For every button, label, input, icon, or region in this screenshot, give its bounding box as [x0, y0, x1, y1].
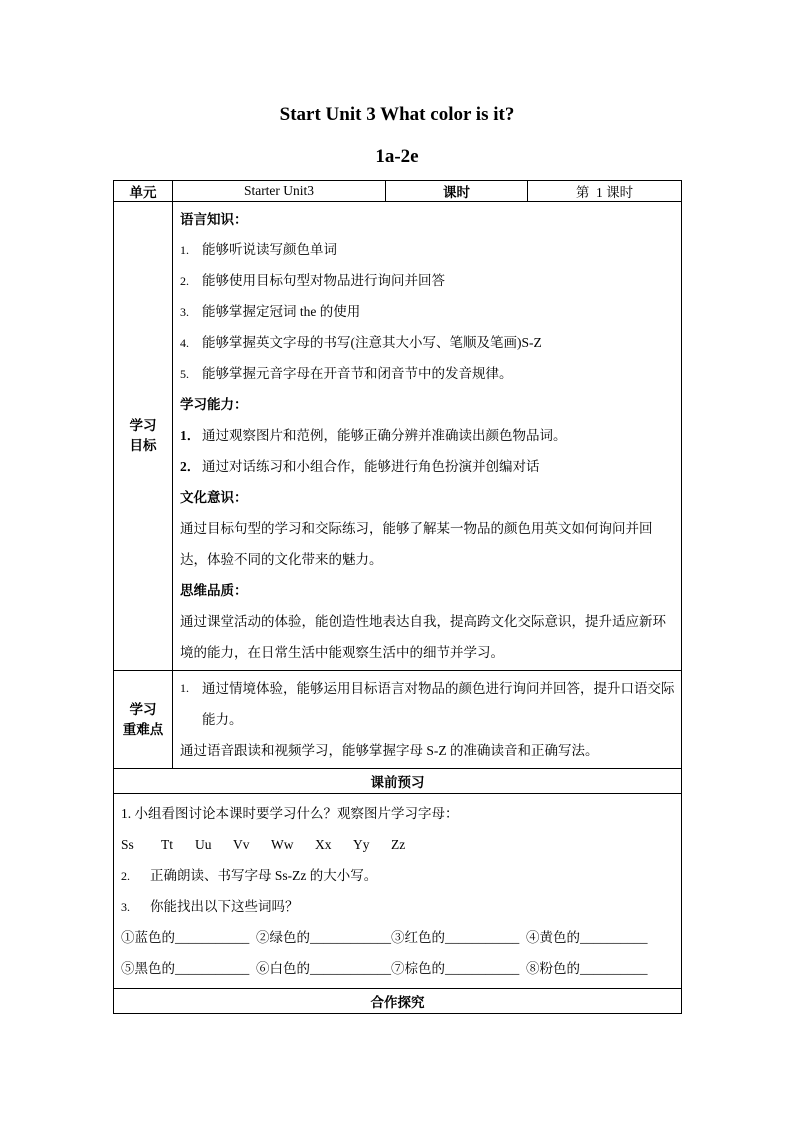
unit-label: 单元 — [114, 181, 173, 202]
period-label: 课时 — [386, 181, 528, 202]
key-points-label-line1: 学习 — [129, 701, 157, 717]
preview-question-2-text: 正确朗读、书写字母 Ss-Zz 的大小写。 — [150, 868, 378, 883]
color-blank-row — [121, 953, 675, 984]
cooperation-header-row — [114, 989, 682, 1014]
letter-item: Yy — [353, 837, 370, 852]
knowledge-item — [180, 234, 675, 265]
preview-section-title: 课前预习 — [114, 769, 682, 794]
ability-item-text: 通过观察图片和范例，能够正确分辨并准确读出颜色物品词。 — [202, 428, 567, 443]
header-row — [114, 181, 682, 202]
knowledge-item — [180, 265, 675, 296]
knowledge-item-text: 能够使用目标句型对物品进行询问并回答 — [202, 273, 445, 288]
letter-list — [121, 829, 675, 860]
knowledge-item — [180, 358, 675, 389]
key-point-item — [180, 673, 675, 735]
color-blank[interactable]: ③红色的___________ — [391, 930, 520, 945]
goals-row — [114, 202, 682, 671]
ability-item-text: 通过对话练习和小组合作，能够进行角色扮演并创编对话 — [202, 459, 540, 474]
knowledge-item-text: 能够听说读写颜色单词 — [202, 242, 337, 257]
knowledge-item-number: 5. — [180, 367, 189, 381]
lesson-plan-table — [113, 180, 682, 1014]
knowledge-item-text: 能够掌握元音字母在开音节和闭音节中的发音规律。 — [202, 366, 513, 381]
key-points-label-line2: 重难点 — [122, 721, 164, 737]
ability-item — [180, 420, 675, 451]
preview-row — [114, 794, 682, 989]
thinking-title: 思维品质： — [180, 583, 248, 598]
cooperation-section-title: 合作探究 — [114, 989, 682, 1014]
goals-label-line2: 目标 — [129, 438, 157, 453]
culture-text: 通过目标句型的学习和交际练习，能够了解某一物品的颜色用英文如何询问并回达，体验不同的文化带来的魅力。 — [180, 521, 653, 567]
letter-item: Tt — [161, 837, 173, 852]
document-title: Start Unit 3 What color is it? — [279, 104, 515, 125]
preview-question-3 — [121, 891, 675, 922]
letter-item: Uu — [195, 837, 212, 852]
knowledge-item — [180, 296, 675, 327]
ability-item-number: 2． — [180, 459, 201, 474]
letter-item: Vv — [233, 837, 250, 852]
knowledge-item-text: 能够掌握英文字母的书写(注意其大小写、笔顺及笔画)S-Z — [202, 335, 542, 350]
ability-item — [180, 451, 675, 482]
color-blank[interactable]: ①蓝色的___________ — [121, 930, 250, 945]
preview-question-3-text: 你能找出以下这些词吗？ — [150, 899, 299, 914]
letter-item: Ss — [121, 837, 134, 852]
color-blank[interactable]: ⑤黑色的___________ — [121, 961, 250, 976]
preview-question-3-number: 3. — [121, 900, 130, 914]
key-point-item-2: 通过语音跟读和视频学习，能够掌握字母 S-Z 的准确读音和正确写法。 — [180, 743, 599, 758]
preview-header-row — [114, 769, 682, 794]
key-points-label — [114, 671, 173, 769]
preview-question-2-number: 2. — [121, 869, 130, 883]
color-blank[interactable]: ⑧粉色的__________ — [526, 961, 648, 976]
period-value: 第 1 课时 — [528, 181, 682, 202]
knowledge-item-number: 3. — [180, 305, 189, 319]
color-blank-row — [121, 922, 675, 953]
culture-title: 文化意识： — [180, 490, 248, 505]
color-blank[interactable]: ⑦棕色的___________ — [391, 961, 520, 976]
ability-item-number: 1． — [180, 428, 201, 443]
knowledge-title: 语言知识： — [180, 212, 248, 227]
ability-title: 学习能力： — [180, 397, 248, 412]
goals-content — [173, 202, 682, 671]
goals-label — [114, 202, 173, 671]
unit-value: Starter Unit3 — [173, 181, 386, 202]
letter-item: Zz — [391, 837, 406, 852]
knowledge-item-number: 2. — [180, 274, 189, 288]
preview-question-1: 1. 小组看图讨论本课时要学习什么？观察图片学习字母： — [121, 806, 459, 821]
color-blank[interactable]: ④黄色的__________ — [526, 930, 648, 945]
goals-label-line1: 学习 — [129, 418, 157, 433]
key-point-number: 1. — [180, 681, 189, 695]
key-points-row — [114, 671, 682, 769]
document-subtitle: 1a-2e — [375, 146, 419, 167]
knowledge-item-text: 能够掌握定冠词 the 的使用 — [202, 304, 361, 319]
key-point-text: 通过情境体验，能够运用目标语言对物品的颜色进行询问并回答，提升口语交际能力。 — [202, 681, 675, 727]
preview-question-2 — [121, 860, 675, 891]
thinking-text: 通过课堂活动的体验，能创造性地表达自我，提高跨文化交际意识，提升适应新环境的能力，在日常生活中能观察生活中的细节并学习。 — [180, 614, 666, 660]
knowledge-item — [180, 327, 675, 358]
color-blank[interactable]: ⑥白色的____________ — [256, 961, 391, 976]
knowledge-item-number: 4. — [180, 336, 189, 350]
key-points-content — [173, 671, 682, 769]
letter-item: Xx — [315, 837, 332, 852]
color-blank[interactable]: ②绿色的____________ — [256, 930, 391, 945]
letter-item: Ww — [271, 837, 294, 852]
preview-content — [114, 794, 682, 989]
knowledge-item-number: 1. — [180, 243, 189, 257]
